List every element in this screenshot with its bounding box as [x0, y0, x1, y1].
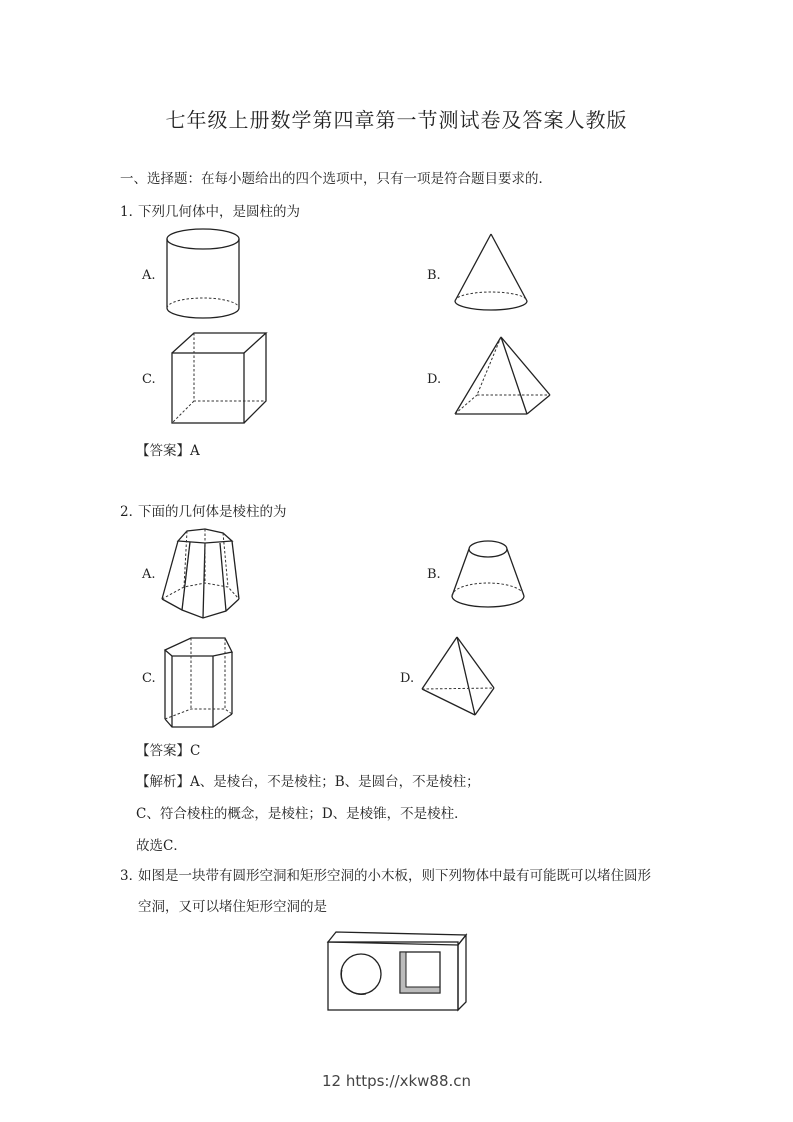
q2-option-d-label: D. — [400, 671, 415, 686]
question-3-text-line-2: 空洞，又可以堵住矩形空洞的是 — [138, 899, 327, 915]
square-pyramid-figure — [455, 337, 555, 419]
question-3-number: 3． — [120, 868, 143, 884]
hexagonal-prism-figure — [163, 634, 238, 729]
question-2-analysis-line-1: 【解析】A、是棱台，不是棱柱；B、是圆台，不是棱柱； — [136, 774, 480, 790]
question-2-number: 2． — [120, 504, 143, 520]
q1-option-d-label: D. — [427, 372, 442, 387]
cone-figure — [455, 234, 535, 316]
page-footer — [0, 1072, 793, 1090]
page-title: 七年级上册数学第四章第一节测试卷及答案人教版 — [165, 108, 628, 132]
frustum-cone-figure — [450, 540, 530, 610]
q2-option-a-label: A. — [142, 567, 156, 582]
page-number: 12 — [321, 1072, 342, 1090]
q1-option-c-label: C. — [142, 372, 156, 387]
board-with-holes-figure — [326, 930, 471, 1015]
triangular-pyramid-figure — [422, 637, 502, 719]
question-2-analysis-line-3: 故选C． — [136, 838, 187, 854]
question-2-text: 下面的几何体是棱柱的为 — [138, 504, 287, 520]
question-3-text-line-1: 如图是一块带有圆形空洞和矩形空洞的小木板，则下列物体中最有可能既可以堵住圆形 — [138, 868, 651, 884]
cube-figure — [170, 331, 270, 426]
footer-url[interactable]: https://xkw88.cn — [345, 1072, 472, 1090]
question-2-analysis-line-2: C、符合棱柱的概念，是棱柱；D、是棱锥，不是棱柱． — [136, 806, 468, 822]
q2-option-b-label: B. — [427, 567, 441, 582]
question-2-answer: 【答案】C — [136, 743, 201, 759]
question-1-text: 下列几何体中，是圆柱的为 — [138, 204, 300, 220]
q2-option-c-label: C. — [142, 671, 156, 686]
q1-option-a-label: A. — [142, 268, 156, 283]
question-1-number: 1． — [120, 204, 143, 220]
question-1-answer: 【答案】A — [136, 443, 200, 459]
q1-option-b-label: B. — [427, 268, 441, 283]
frustum-prism-figure — [160, 527, 240, 622]
cylinder-figure — [165, 228, 245, 320]
section-heading: 一、选择题：在每小题给出的四个选项中，只有一项是符合题目要求的． — [120, 171, 552, 187]
